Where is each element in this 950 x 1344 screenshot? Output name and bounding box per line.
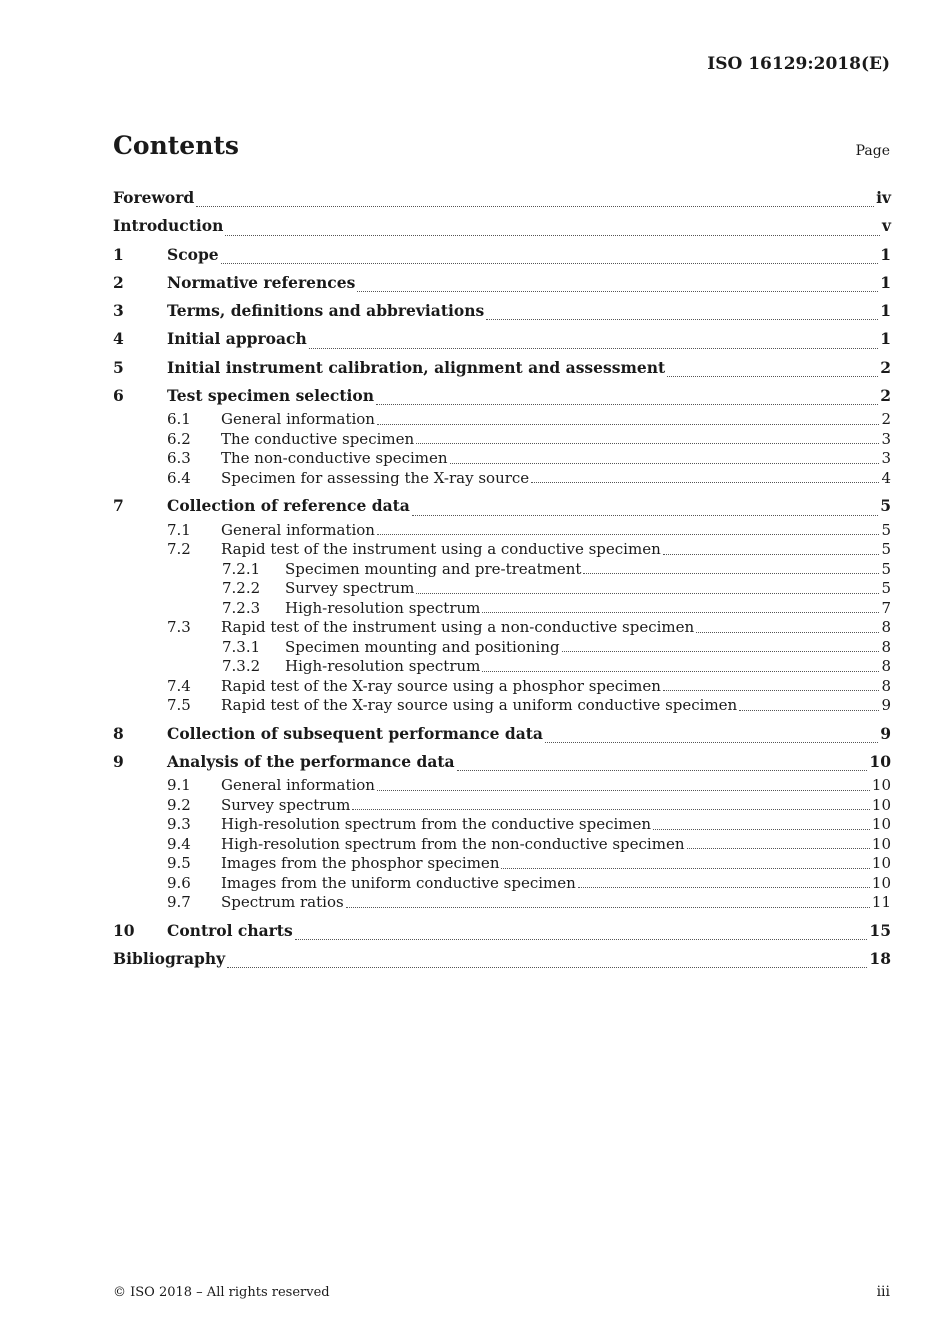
toc-entry[interactable] [113,696,891,716]
toc-entry[interactable] [113,269,891,297]
toc-entry[interactable] [113,748,891,776]
dot-leader [739,709,879,711]
toc-entry-label: Test specimen selection [167,386,375,406]
toc-entry-number: 7.3.1 [222,637,261,656]
toc-entry-label: High-resolution spectrum from the conductive specimen [221,815,652,834]
toc-entry-page: 8 [881,657,891,676]
toc-entry-label: High-resolution spectrum [285,657,481,676]
toc-entry[interactable] [113,893,891,913]
dot-leader [416,592,879,594]
toc-entry-page: 1 [880,244,891,264]
toc-entry-page: 2 [880,357,891,377]
dot-leader [501,867,869,869]
toc-entry-number: 9.1 [167,776,191,795]
dot-leader [486,318,878,320]
toc-entry[interactable] [113,599,891,619]
toc-entry-number: 7.1 [167,520,191,539]
toc-entry-page: 5 [880,496,891,516]
toc-entry-label: High-resolution spectrum [285,598,481,617]
toc-entry-label: High-resolution spectrum from the non-conductive specimen [221,834,685,853]
dot-leader [482,670,879,672]
toc-entry-page: 2 [881,410,891,429]
toc-entry-page: 3 [881,429,891,448]
toc-entry[interactable] [113,560,891,580]
toc-entry-number: 8 [113,723,124,743]
toc-entry-label: The non-conductive specimen [221,449,448,468]
contents-heading: Contents [113,131,240,160]
toc-entry-number: 9 [113,751,124,771]
toc-entry-number: 9.6 [167,873,191,892]
toc-entry-label: Rapid test of the X-ray source using a uniform conductive specimen [221,696,738,715]
toc-entry-page: 10 [871,854,891,873]
toc-entry-page: 8 [881,676,891,695]
dot-leader [562,650,880,652]
dot-leader [352,808,870,810]
toc-entry-page: 4 [881,468,891,487]
dot-leader [663,689,880,691]
toc-entry-number: 9.3 [167,815,191,834]
toc-entry-label: Scope [167,244,219,264]
toc-entry-number: 7.5 [167,696,191,715]
dot-leader [357,290,878,292]
toc-entry-page: 9 [880,723,891,743]
toc-entry-label: Control charts [167,920,293,940]
toc-entry-number: 9.7 [167,893,191,912]
page-number: iii [876,1284,890,1300]
toc-entry-label: General information [221,776,375,795]
toc-entry-label: Specimen mounting and pre-treatment [285,559,582,578]
toc-entry-label: Specimen mounting and positioning [285,637,560,656]
toc-entry[interactable] [113,469,891,489]
toc-entry-number: 9.2 [167,795,191,814]
toc-entry-page: 10 [871,815,891,834]
toc-entry[interactable] [113,297,891,325]
dot-leader [412,514,878,516]
toc-entry-number: 1 [113,244,124,264]
toc-entry[interactable] [113,430,891,450]
toc-entry-page: 5 [881,540,891,559]
toc-entry-label: Initial instrument calibration, alignment and assessment [167,357,666,377]
toc-entry-label: Spectrum ratios [221,893,344,912]
toc-entry-page: 10 [871,776,891,795]
toc-entry-label: Collection of reference data [167,496,410,516]
toc-entry-page: 5 [881,520,891,539]
toc-entry[interactable] [113,657,891,677]
dot-leader [225,234,880,236]
toc-entry[interactable] [113,677,891,697]
dot-leader [545,741,878,743]
dot-leader [663,553,880,555]
dot-leader [377,423,879,425]
toc-entry-page: 1 [880,301,891,321]
toc-entry-number: 7.3.2 [222,657,261,676]
toc-entry-number: 7.3 [167,618,191,637]
dot-leader [687,847,870,849]
dot-leader [696,631,879,633]
dot-leader [457,769,868,771]
toc-entry[interactable] [113,212,891,240]
toc-entry-page: 11 [871,893,891,912]
toc-entry-page: 8 [881,618,891,637]
toc-entry[interactable] [113,382,891,410]
copyright-notice: © ISO 2018 – All rights reserved [113,1285,330,1300]
toc-entry[interactable] [113,410,891,430]
toc-entry-page: 5 [881,579,891,598]
toc-entry[interactable] [113,579,891,599]
toc-entry[interactable] [113,241,891,269]
toc-entry[interactable] [113,618,891,638]
dot-leader [578,886,870,888]
toc-entry[interactable] [113,184,891,212]
toc-entry-page: 7 [881,598,891,617]
toc-entry-label: Normative references [167,272,356,292]
toc-entry[interactable] [113,854,891,874]
toc-entry-label: General information [221,520,375,539]
toc-entry-page: 18 [869,949,891,969]
dot-leader [295,938,868,940]
toc-entry-label: Specimen for assessing the X-ray source [221,468,530,487]
dot-leader [416,442,879,444]
table-of-contents [113,184,891,973]
dot-leader [667,375,878,377]
dot-leader [376,403,878,405]
toc-entry-number: 6.3 [167,449,191,468]
toc-entry-number: 7.4 [167,676,191,695]
toc-entry-label: Foreword [113,188,195,207]
toc-entry-page: 10 [869,751,891,771]
toc-entry[interactable] [113,945,891,973]
dot-leader [196,205,874,207]
toc-entry-page: 2 [880,386,891,406]
page-column-label: Page [855,143,890,159]
toc-entry-number: 10 [113,920,135,940]
toc-entry-number: 7.2.2 [222,579,261,598]
dot-leader [377,789,870,791]
toc-entry-number: 9.4 [167,834,191,853]
toc-entry[interactable] [113,815,891,835]
toc-entry[interactable] [113,449,891,469]
toc-entry-number: 2 [113,272,124,292]
dot-leader [377,533,879,535]
toc-entry-label: Initial approach [167,329,307,349]
toc-entry-number: 7 [113,496,124,516]
toc-entry[interactable] [113,917,891,945]
toc-entry-label: Images from the uniform conductive specimen [221,873,576,892]
toc-entry-page: 1 [880,329,891,349]
toc-entry-page: 10 [871,834,891,853]
toc-entry-page: 5 [881,559,891,578]
toc-entry-page: 8 [881,637,891,656]
toc-entry[interactable] [113,720,891,748]
toc-entry-number: 6.2 [167,429,191,448]
toc-entry-label: Images from the phosphor specimen [221,854,500,873]
toc-entry-label: Bibliography [113,949,226,969]
dot-leader [482,611,879,613]
toc-entry-page: 3 [881,449,891,468]
toc-entry-label: Collection of subsequent performance data [167,723,543,743]
toc-entry-label: Survey spectrum [285,579,415,598]
toc-entry-label: Introduction [113,216,224,236]
dot-leader [346,906,870,908]
toc-entry-label: Terms, definitions and abbreviations [167,301,485,321]
toc-entry-number: 7.2.1 [222,559,261,578]
toc-entry-page: 1 [880,272,891,292]
dot-leader [227,966,867,968]
toc-entry-page: iv [876,188,891,207]
toc-entry-label: Rapid test of the instrument using a non-conductive specimen [221,618,695,637]
document-id: ISO 16129:2018(E) [707,54,890,74]
toc-entry[interactable] [113,638,891,658]
toc-entry[interactable] [113,835,891,855]
toc-entry-label: Rapid test of the instrument using a conductive specimen [221,540,661,559]
toc-entry[interactable] [113,776,891,796]
toc-entry-page: 15 [869,920,891,940]
dot-leader [531,481,879,483]
toc-entry-label: Analysis of the performance data [167,751,455,771]
toc-entry[interactable] [113,492,891,520]
toc-entry-number: 6.1 [167,410,191,429]
toc-entry-label: The conductive specimen [221,429,415,448]
toc-entry-label: General information [221,410,375,429]
toc-entry[interactable] [113,325,891,353]
toc-entry-number: 7.2.3 [222,598,261,617]
toc-entry-label: Rapid test of the X-ray source using a phosphor specimen [221,676,661,695]
toc-entry-number: 7.2 [167,540,191,559]
dot-leader [221,262,879,264]
dot-leader [450,462,880,464]
toc-entry[interactable] [113,874,891,894]
toc-entry[interactable] [113,540,891,560]
toc-entry-number: 9.5 [167,854,191,873]
dot-leader [309,347,878,349]
toc-entry[interactable] [113,354,891,382]
dot-leader [583,572,879,574]
toc-entry[interactable] [113,521,891,541]
toc-entry-number: 4 [113,329,124,349]
toc-entry-page: v [881,216,891,236]
toc-entry-number: 6 [113,386,124,406]
toc-entry-label: Survey spectrum [221,795,351,814]
toc-entry[interactable] [113,796,891,816]
toc-entry-number: 3 [113,301,124,321]
dot-leader [653,828,870,830]
toc-entry-page: 10 [871,873,891,892]
toc-entry-page: 10 [871,795,891,814]
toc-entry-page: 9 [881,696,891,715]
toc-entry-number: 5 [113,357,124,377]
toc-entry-number: 6.4 [167,468,191,487]
